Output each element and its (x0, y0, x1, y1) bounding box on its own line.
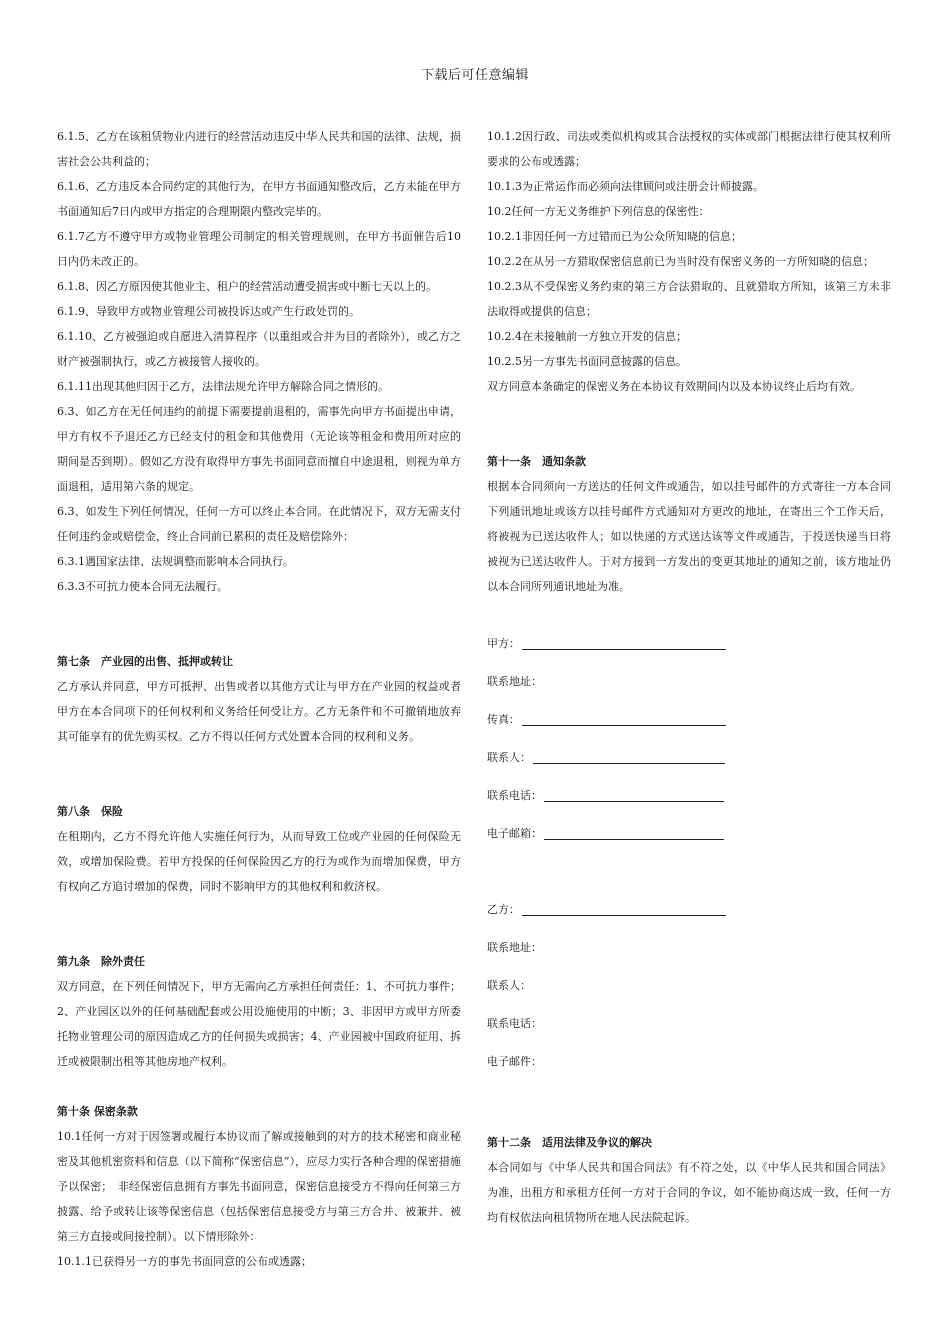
section-9-body: 双方同意，在下列任何情况下，甲方无需向乙方承担任何责任：1、不可抗力事件；2、产业园区以外的任何基础配套或公用设施使用的中断；3、非因甲方或甲方所委托物业管理公司的原因造成乙方的任何损失或损害；4、产业园被中国政府征用、拆迁或被限制出租等其他房地产权利。 (57, 980, 461, 1068)
section-10-body: 10.1任何一方对于因签署或履行本协议而了解或接触到的对方的技术秘密和商业秘密及其他机密资料和信息（以下简称“保密信息”），应尽力实行各种合理的保密措施予以保密； 非经保密信息拥有方事先书面同意，保密信息接受方不得向任何第三方披露、给予或转让该等保密信息（包括保密信息接受方与第三方合并、被兼并、被第三方直接或间接控制）。以下情形除外： (57, 1130, 461, 1243)
party-a-contact-line[interactable] (533, 751, 725, 764)
section-7-title: 第七条 产业园的出售、抵押或转让 (57, 655, 233, 668)
clause-10-2-5: 10.2.5另一方事先书面同意披露的信息。 (487, 355, 687, 368)
section-8-title: 第八条 保险 (57, 805, 123, 818)
party-a-phone-label: 联系电话： (487, 788, 542, 802)
clause-6-1-6: 6.1.6、乙方违反本合同约定的其他行为，在甲方书面通知整改后，乙方未能在甲方书面通知后7日内或甲方指定的合理期限内整改完毕的。 (57, 180, 461, 218)
party-a-contact-label: 联系人： (487, 750, 531, 764)
left-column (57, 124, 461, 1274)
party-b-contact-label: 联系人： (487, 978, 531, 992)
party-b-name-field[interactable] (487, 890, 891, 928)
section-8-body: 在租期内，乙方不得允许他人实施任何行为，从而导致工位或产业园的任何保险无效，或增加保险费。若甲方投保的任何保险因乙方的行为或作为而增加保费，甲方有权向乙方追讨增加的保费，同时不影响甲方的其他权利和救济权。 (57, 830, 461, 893)
clause-10-1-1: 10.1.1已获得另一方的事先书面同意的公布或透露； (57, 1255, 312, 1268)
page-header: 下载后可任意编辑 (420, 68, 529, 83)
party-a-email-field[interactable] (487, 814, 891, 852)
party-a-contact-field[interactable] (487, 738, 891, 776)
party-a-fax-line[interactable] (522, 713, 726, 726)
section-9-title: 第九条 除外责任 (57, 955, 145, 968)
section-12-body: 本合同如与《中华人民共和国合同法》有不符之处，以《中华人民共和国合同法》为准，出租方和承租方任何一方对于合同的争议，如不能协商达成一致，任何一方均有权依法向租赁物所在地人民法院起诉。 (487, 1161, 891, 1224)
clause-6-1-9: 6.1.9、导致甲方或物业管理公司被投诉达或产生行政处罚的。 (57, 305, 360, 318)
clause-10-1-2: 10.1.2因行政、司法或类似机构或其合法授权的实体或部门根据法律行使其权利所要求的公布或透露； (487, 130, 891, 168)
party-b-email-label: 电子邮件： (487, 1054, 542, 1068)
clause-6-3-3: 6.3.3不可抗力使本合同无法履行。 (57, 580, 228, 593)
clause-10-2-2: 10.2.2在从另一方猎取保密信息前已为当时没有保密义务的一方所知晓的信息； (487, 255, 874, 268)
party-a-fax-field[interactable] (487, 700, 891, 738)
right-column (487, 124, 891, 1230)
party-b-contact-field (487, 966, 891, 1004)
party-b-phone-field (487, 1004, 891, 1042)
party-a-phone-line[interactable] (544, 789, 724, 802)
party-b-address-label: 联系地址： (487, 940, 542, 954)
party-a-name-line[interactable] (522, 637, 726, 650)
clause-10-2-4: 10.2.4在未接触前一方独立开发的信息； (487, 330, 687, 343)
party-a-phone-field[interactable] (487, 776, 891, 814)
party-a-name-label: 甲方： (487, 636, 520, 650)
clause-10-2-3: 10.2.3从不受保密义务约束的第三方合法猎取的、且就猎取方所知，该第三方未非法取得或提供的信息； (487, 280, 891, 318)
party-a-address-label: 联系地址： (487, 674, 542, 688)
clause-6-3-early-termination: 6.3、如乙方在无任何违约的前提下需要提前退租的，需事先向甲方书面提出申请，甲方有权不予退还乙方已经支付的租金和其他费用（无论该等租金和费用所对应的期间是否到期）。假如乙方没有取得甲方事先书面同意而擅自中途退租，则视为单方面退租，适用第六条的规定。 (57, 405, 461, 493)
party-a-email-line[interactable] (544, 827, 724, 840)
clause-10-1-3: 10.1.3为正常运作而必须向法律顾问或注册会计师披露。 (487, 180, 764, 193)
section-11-body: 根据本合同须向一方送达的任何文件或通告，如以挂号邮件的方式寄往一方本合同下列通讯地址或该方以挂号邮件方式通知对方更改的地址，在寄出三个工作天后，将被视为已送达收件人；如以快递的方式送达该等文件或通告，于投送快递当日将被视为已送达收件人。于对方接到一方发出的变更其地址的通知之前，该方地址仍以本合同所列通讯地址为准。 (487, 480, 891, 593)
clause-6-1-10: 6.1.10、乙方被强迫或自愿进入清算程序（以重组或合并为目的者除外），或乙方之财产被强制执行，或乙方被接管人接收的。 (57, 330, 461, 368)
section-12-title: 第十二条 适用法律及争议的解决 (487, 1136, 652, 1149)
party-a-address-field (487, 662, 891, 700)
clause-10-2-1: 10.2.1非因任何一方过错而已为公众所知晓的信息； (487, 230, 742, 243)
clause-6-3-1: 6.3.1遇国家法律、法规调整而影响本合同执行。 (57, 555, 294, 568)
clause-6-3-termination: 6.3、如发生下列任何情况，任何一方可以终止本合同。在此情况下，双方无需支付任何违约金或赔偿金，终止合同前已累积的责任及赔偿除外： (57, 505, 461, 543)
party-b-email-field (487, 1042, 891, 1080)
clause-6-1-11: 6.1.11出现其他归因于乙方，法律法规允许甲方解除合同之情形的。 (57, 380, 389, 393)
clause-6-1-8: 6.1.8、因乙方原因使其他业主、租户的经营活动遭受损害或中断七天以上的。 (57, 280, 437, 293)
party-a-fax-label: 传真： (487, 712, 520, 726)
party-b-name-label: 乙方： (487, 902, 520, 916)
party-a-email-label: 电子邮箱： (487, 826, 542, 840)
section-7-body: 乙方承认并同意，甲方可抵押、出售或者以其他方式让与甲方在产业园的权益或者甲方在本合同项下的任何权利和义务给任何受让方。乙方无条件和不可撤销地放弃其可能享有的优先购买权。乙方不得以任何方式处置本合同的权利和义务。 (57, 680, 461, 743)
clause-6-1-7: 6.1.7乙方不遵守甲方或物业管理公司制定的相关管理规则，在甲方书面催告后10日内仍未改正的。 (57, 230, 461, 268)
party-b-address-field (487, 928, 891, 966)
section-10-title: 第十条 保密条款 (57, 1105, 138, 1118)
party-b-phone-label: 联系电话： (487, 1016, 542, 1030)
clause-10-2: 10.2任何一方无义务维护下列信息的保密性： (487, 205, 710, 218)
clause-6-1-5: 6.1.5、乙方在该租赁物业内进行的经营活动违反中华人民共和国的法律、法规，损害社会公共利益的； (57, 130, 461, 168)
confidentiality-validity: 双方同意本条确定的保密义务在本协议有效期间内以及本协议终止后均有效。 (487, 380, 861, 393)
section-11-title: 第十一条 通知条款 (487, 455, 586, 468)
party-b-name-line[interactable] (522, 903, 726, 916)
party-a-name-field[interactable] (487, 624, 891, 662)
